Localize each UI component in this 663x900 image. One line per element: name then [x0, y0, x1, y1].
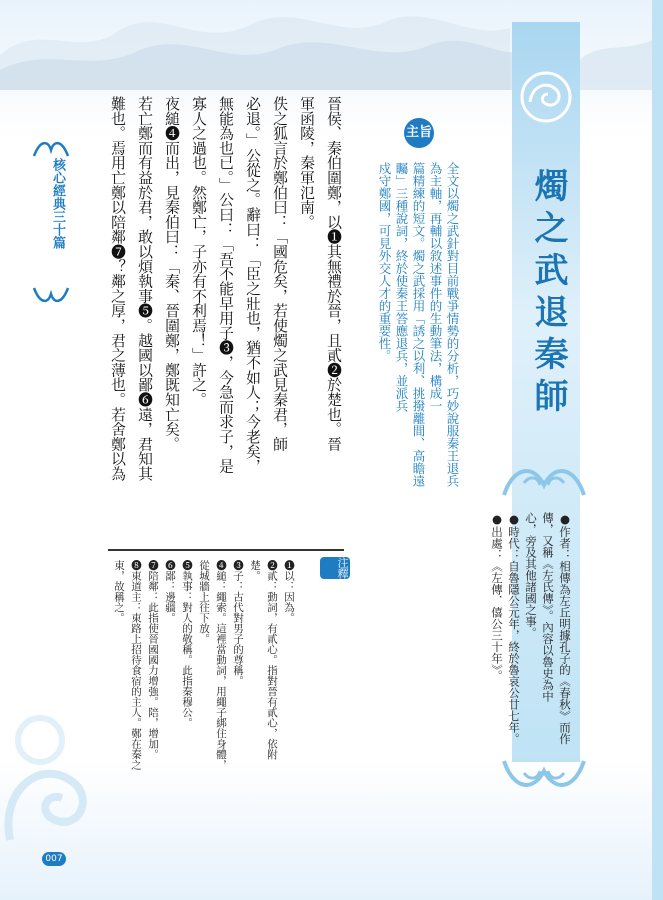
main-theme-line: 篇精練的短文。燭之武採用「誘之以利、挑撥離間、高瞻遠矚」三種說詞，終於使秦王答應退兵，並派兵: [394, 162, 426, 487]
author-info-line: ●作者：相傳為左丘明據孔子的《春秋》而作: [558, 512, 572, 745]
text-line: 晉侯、秦伯圍鄭，以❶其無禮於晉，且貳❷於楚也。晉: [325, 96, 342, 452]
author-info-line: 傳，又稱《左氏傳》。內容以魯史為中: [541, 512, 555, 702]
note-line: ❻鄙：邊疆。: [164, 560, 176, 623]
cloud-ornament-icon: [510, 62, 582, 132]
scroll-ornament-top-icon: [494, 455, 594, 501]
author-info-line: ●時代：自魯隱公元年，終於魯哀公廿七年。: [507, 512, 521, 745]
author-info-line: 心，旁及其他諸國之事。: [524, 512, 538, 639]
note-line: 從城牆上往下放。: [198, 560, 210, 644]
note-line: 東，故稱之。: [113, 560, 125, 623]
text-line: 佚之狐言於鄭伯曰：「國危矣，若使燭之武見秦君，師: [271, 96, 288, 452]
main-theme-line: 戍守鄭國，可見外交人才的重要性。: [377, 162, 392, 362]
author-info: [488, 512, 573, 752]
author-info-line: ●出處：《左傳．僖公三十年》。: [490, 512, 504, 682]
text-line: 寡人之過也。然鄭亡，子亦有不利焉！」許之。: [190, 96, 207, 407]
edge-bar: [652, 0, 663, 900]
classical-text: [104, 96, 347, 540]
notes: [110, 560, 297, 800]
note-line: ❺執事：對人的敬稱。此指秦穆公。: [181, 560, 193, 728]
main-theme-badge: 主旨: [404, 118, 434, 148]
side-ornament-bottom-icon: [30, 284, 72, 308]
text-line: 必退。」公從之。辭曰：「臣之壯也，猶不如人；今老矣，: [244, 96, 261, 474]
text-line: 若亡鄭而有益於君，敢以煩執事❺。越國以鄙❻遠，君知其: [136, 96, 153, 481]
note-line: ❽東道主：東路上招待食宿的主人。鄭在秦之: [130, 560, 142, 770]
divider: [108, 549, 344, 551]
note-line: ❸子：古代對男子的尊稱。: [232, 560, 244, 686]
side-label: 核心經典三十篇: [50, 158, 65, 249]
main-theme-line: 全文以燭之武針對目前戰爭情勢的分析，巧妙說服秦王退兵為主軸，再輔以敘述事件的生動筆法，構成一: [428, 162, 460, 487]
text-line: 難也。焉用亡鄭以陪鄰❼？鄰之厚，君之薄也。若舍鄭以為: [109, 96, 126, 481]
note-line: ❹縋：繩索。這裡當動詞，用繩子綁住身體，: [215, 560, 227, 770]
side-ornament-top-icon: [30, 136, 72, 160]
text-line: 軍函陵，秦軍氾南。: [298, 96, 315, 230]
note-line: ❼陪鄰：此指使晉國國力增強。陪，增加。: [147, 560, 159, 760]
note-line: 楚。: [249, 560, 261, 581]
page-number: 007: [42, 852, 66, 866]
swirl-decoration-icon: [0, 700, 110, 850]
page-title: 燭之武退秦師: [528, 168, 568, 420]
notes-badge: 注釋: [320, 557, 350, 579]
main-theme-text: [376, 162, 461, 492]
text-line: 夜縋❹而出，見秦伯曰：「秦、晉圍鄭，鄭既知亡矣。: [163, 96, 180, 452]
note-line: ❷貳：動詞，有貳心。指對晉有貳心，依附: [266, 560, 278, 760]
scroll-ornament-bottom-icon: [494, 755, 594, 801]
note-line: ❶以：因為。: [283, 560, 295, 623]
text-line: 無能為也已。」公曰：「吾不能早用子❸，今急而求子，是: [217, 96, 234, 474]
